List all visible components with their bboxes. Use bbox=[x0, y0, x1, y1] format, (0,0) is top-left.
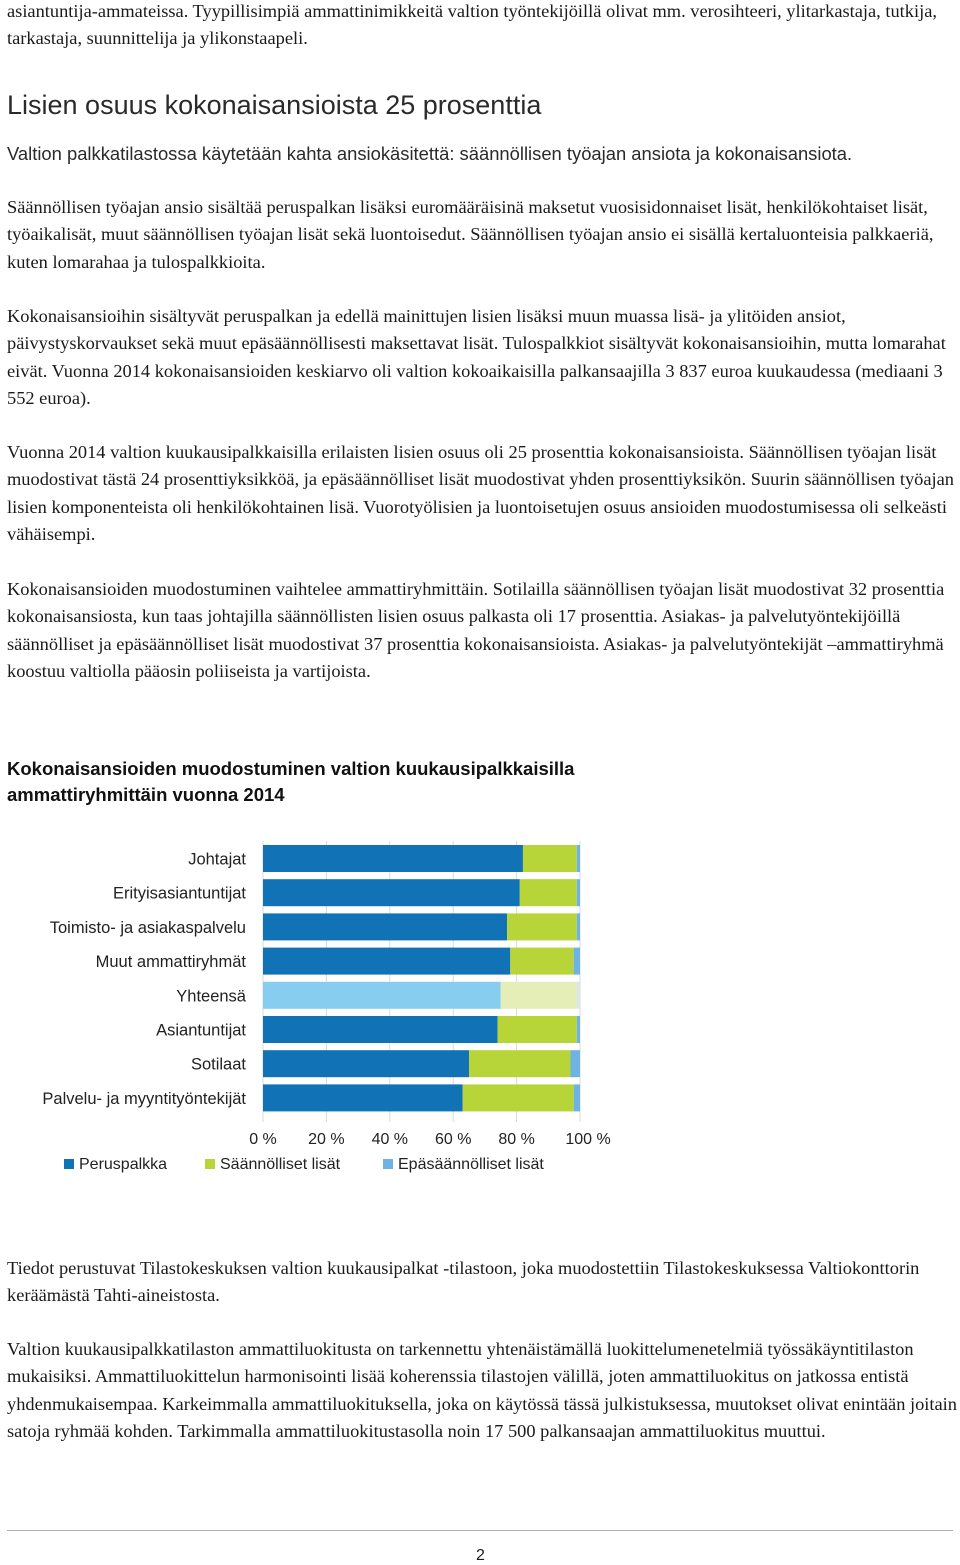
category-label: Palvelu- ja myyntityöntekijät bbox=[42, 1089, 246, 1108]
x-tick-label: 60 % bbox=[434, 1131, 472, 1148]
x-tick-label: 20 % bbox=[308, 1131, 345, 1148]
body-paragraph: Tiedot perustuvat Tilastokeskuksen valtion kuukausipalkat -tilastoon, joka muodostettiin Tilastokeskuksessa Valtiokonttorin keräämästä Tahti-aineistosta. bbox=[7, 1258, 920, 1306]
section-lead: Valtion palkkatilastossa käytetään kahta ansiokäsitettä: säännöllisen työajan ansiota ja kokonaisansiota. bbox=[7, 143, 853, 164]
body-paragraph: Kokonaisansioihin sisältyvät peruspalkan ja edellä mainittujen lisien lisäksi muun muassa lisä- ja ylitöiden ansiot, päivystyskorvaukset sekä muut epäsäännöllisesti maksettavat lisät. Tulospalkkiot sisältyvät kokonaisansioihin, mutta lomarahat eivät. Vuonna 2014 kokonaisansioiden keskiarvo oli valtion kokoaikaisilla palkansaajilla 3 837 euroa kuukaudessa (mediaani 3 552 euroa). bbox=[7, 306, 946, 408]
category-label: Yhteensä bbox=[176, 987, 246, 1006]
page-number: 2 bbox=[476, 1547, 485, 1564]
bar-segment bbox=[570, 1050, 580, 1077]
bar-segment bbox=[574, 1084, 580, 1111]
bar-segment bbox=[263, 982, 501, 1009]
x-tick-label: 100 % bbox=[565, 1131, 611, 1148]
footer-divider bbox=[7, 1530, 953, 1531]
intro-paragraph: asiantuntija-ammateissa. Tyypillisimpiä ammattinimikkeitä valtion työntekijöillä olivat mm. verosihteeri, ylitarkastaja, tutkija, tarkastaja, suunnittelija ja ylikonstaapeli. bbox=[7, 1, 937, 49]
bar-segment bbox=[263, 879, 520, 906]
bar-segment bbox=[263, 1016, 498, 1043]
x-tick-label: 0 % bbox=[249, 1131, 277, 1148]
bar-segment bbox=[263, 913, 507, 940]
legend-swatch bbox=[205, 1159, 215, 1169]
bar-segment bbox=[463, 1084, 574, 1111]
legend-swatch bbox=[64, 1159, 74, 1169]
bar-segment bbox=[577, 982, 580, 1009]
legend-label: Säännölliset lisät bbox=[220, 1156, 341, 1173]
x-tick-label: 40 % bbox=[371, 1131, 409, 1148]
bar-segment bbox=[577, 913, 580, 940]
legend-swatch bbox=[383, 1159, 393, 1169]
bar-segment bbox=[263, 845, 523, 872]
category-label: Asiantuntijat bbox=[156, 1021, 246, 1040]
bar-segment bbox=[577, 879, 580, 906]
bar-segment bbox=[263, 948, 510, 975]
bar-segment bbox=[523, 845, 577, 872]
category-label: Johtajat bbox=[188, 850, 246, 869]
bar-segment bbox=[507, 913, 577, 940]
category-label: Toimisto- ja asiakaspalvelu bbox=[49, 918, 246, 937]
bar-segment bbox=[469, 1050, 570, 1077]
x-tick-label: 80 % bbox=[498, 1131, 535, 1148]
chart-title: Kokonaisansioiden muodostuminen valtion kuukausipalkkaisilla ammattiryhmittäin vuonna 2014 bbox=[7, 758, 575, 805]
bar-segment bbox=[501, 982, 577, 1009]
body-paragraph: Kokonaisansioiden muodostuminen vaihtelee ammattiryhmittäin. Sotilailla säännöllisen työajan lisät muodostivat 32 prosenttia kokonaisansiosta, kun taas johtajilla säännöllisten lisien osuus palkasta oli 17 prosenttia. Asiakas- ja palvelutyöntekijöillä säännölliset ja epäsäännölliset lisät muodostivat 37 prosenttia kokonaisansioista. Asiakas- ja palvelutyöntekijät –ammattiryhmä koostuu valtiolla pääosin poliiseista ja vartijoista. bbox=[7, 579, 945, 681]
bar-segment bbox=[263, 1050, 469, 1077]
body-paragraph: Vuonna 2014 valtion kuukausipalkkaisilla erilaisten lisien osuus oli 25 prosenttia kokonaisansioista. Säännöllisen työajan lisät muodostivat tästä 24 prosenttiyksikköä, ja epäsäännölliset lisät muodostivat yhden prosenttiyksikön. Suurin säännöllisen työajan lisien komponenteista oli henkilökohtainen lisä. Vuorotyölisien ja luontoisetujen osuus ansioiden muodostumisessa oli selkeästi vähäisempi. bbox=[7, 442, 954, 544]
bar-segment bbox=[520, 879, 577, 906]
bar-segment bbox=[510, 948, 573, 975]
bar-segment bbox=[577, 845, 580, 872]
category-label: Sotilaat bbox=[190, 1055, 246, 1074]
bar-segment bbox=[263, 1084, 463, 1111]
bar-segment bbox=[577, 1016, 580, 1043]
body-paragraph: Valtion kuukausipalkkatilaston ammattiluokitusta on tarkennettu yhtenäistämällä luokittelumenetelmiä työssäkäyntitilaston mukaisiksi. Ammattiluokittelun harmonisointi lisää koherenssia tilastojen välillä, joten ammattiluokitus on jatkossa entistä yhdenmukaisempaa. Karkeimmalla ammattiluokituksella, joka on käytössä tässä julkistuksessa, muutokset olivat enintään joitain satoja ryhmää kohden. Tarkimmalla ammattiluokitustasolla noin 17 500 palkansaajan ammattiluokitus muuttui. bbox=[7, 1339, 957, 1441]
bar-segment bbox=[498, 1016, 577, 1043]
stacked-bar-chart bbox=[0, 830, 960, 1190]
legend-label: Epäsäännölliset lisät bbox=[398, 1156, 544, 1173]
legend-label: Peruspalkka bbox=[79, 1156, 168, 1173]
section-heading: Lisien osuus kokonaisansioista 25 prosenttia bbox=[7, 90, 542, 120]
category-label: Muut ammattiryhmät bbox=[95, 953, 246, 972]
body-paragraph: Säännöllisen työajan ansio sisältää peruspalkan lisäksi euromääräisinä maksetut vuosisidonnaiset lisät, henkilökohtaiset lisät, työaikalisät, muut säännöllisen työajan lisät sekä luontoisedut. Säännöllisen työajan ansio ei sisällä kertaluonteisia palkkaeriä, kuten lomarahaa ja tulospalkkioita. bbox=[7, 197, 934, 272]
bar-segment bbox=[574, 948, 580, 975]
category-label: Erityisasiantuntijat bbox=[113, 884, 246, 903]
